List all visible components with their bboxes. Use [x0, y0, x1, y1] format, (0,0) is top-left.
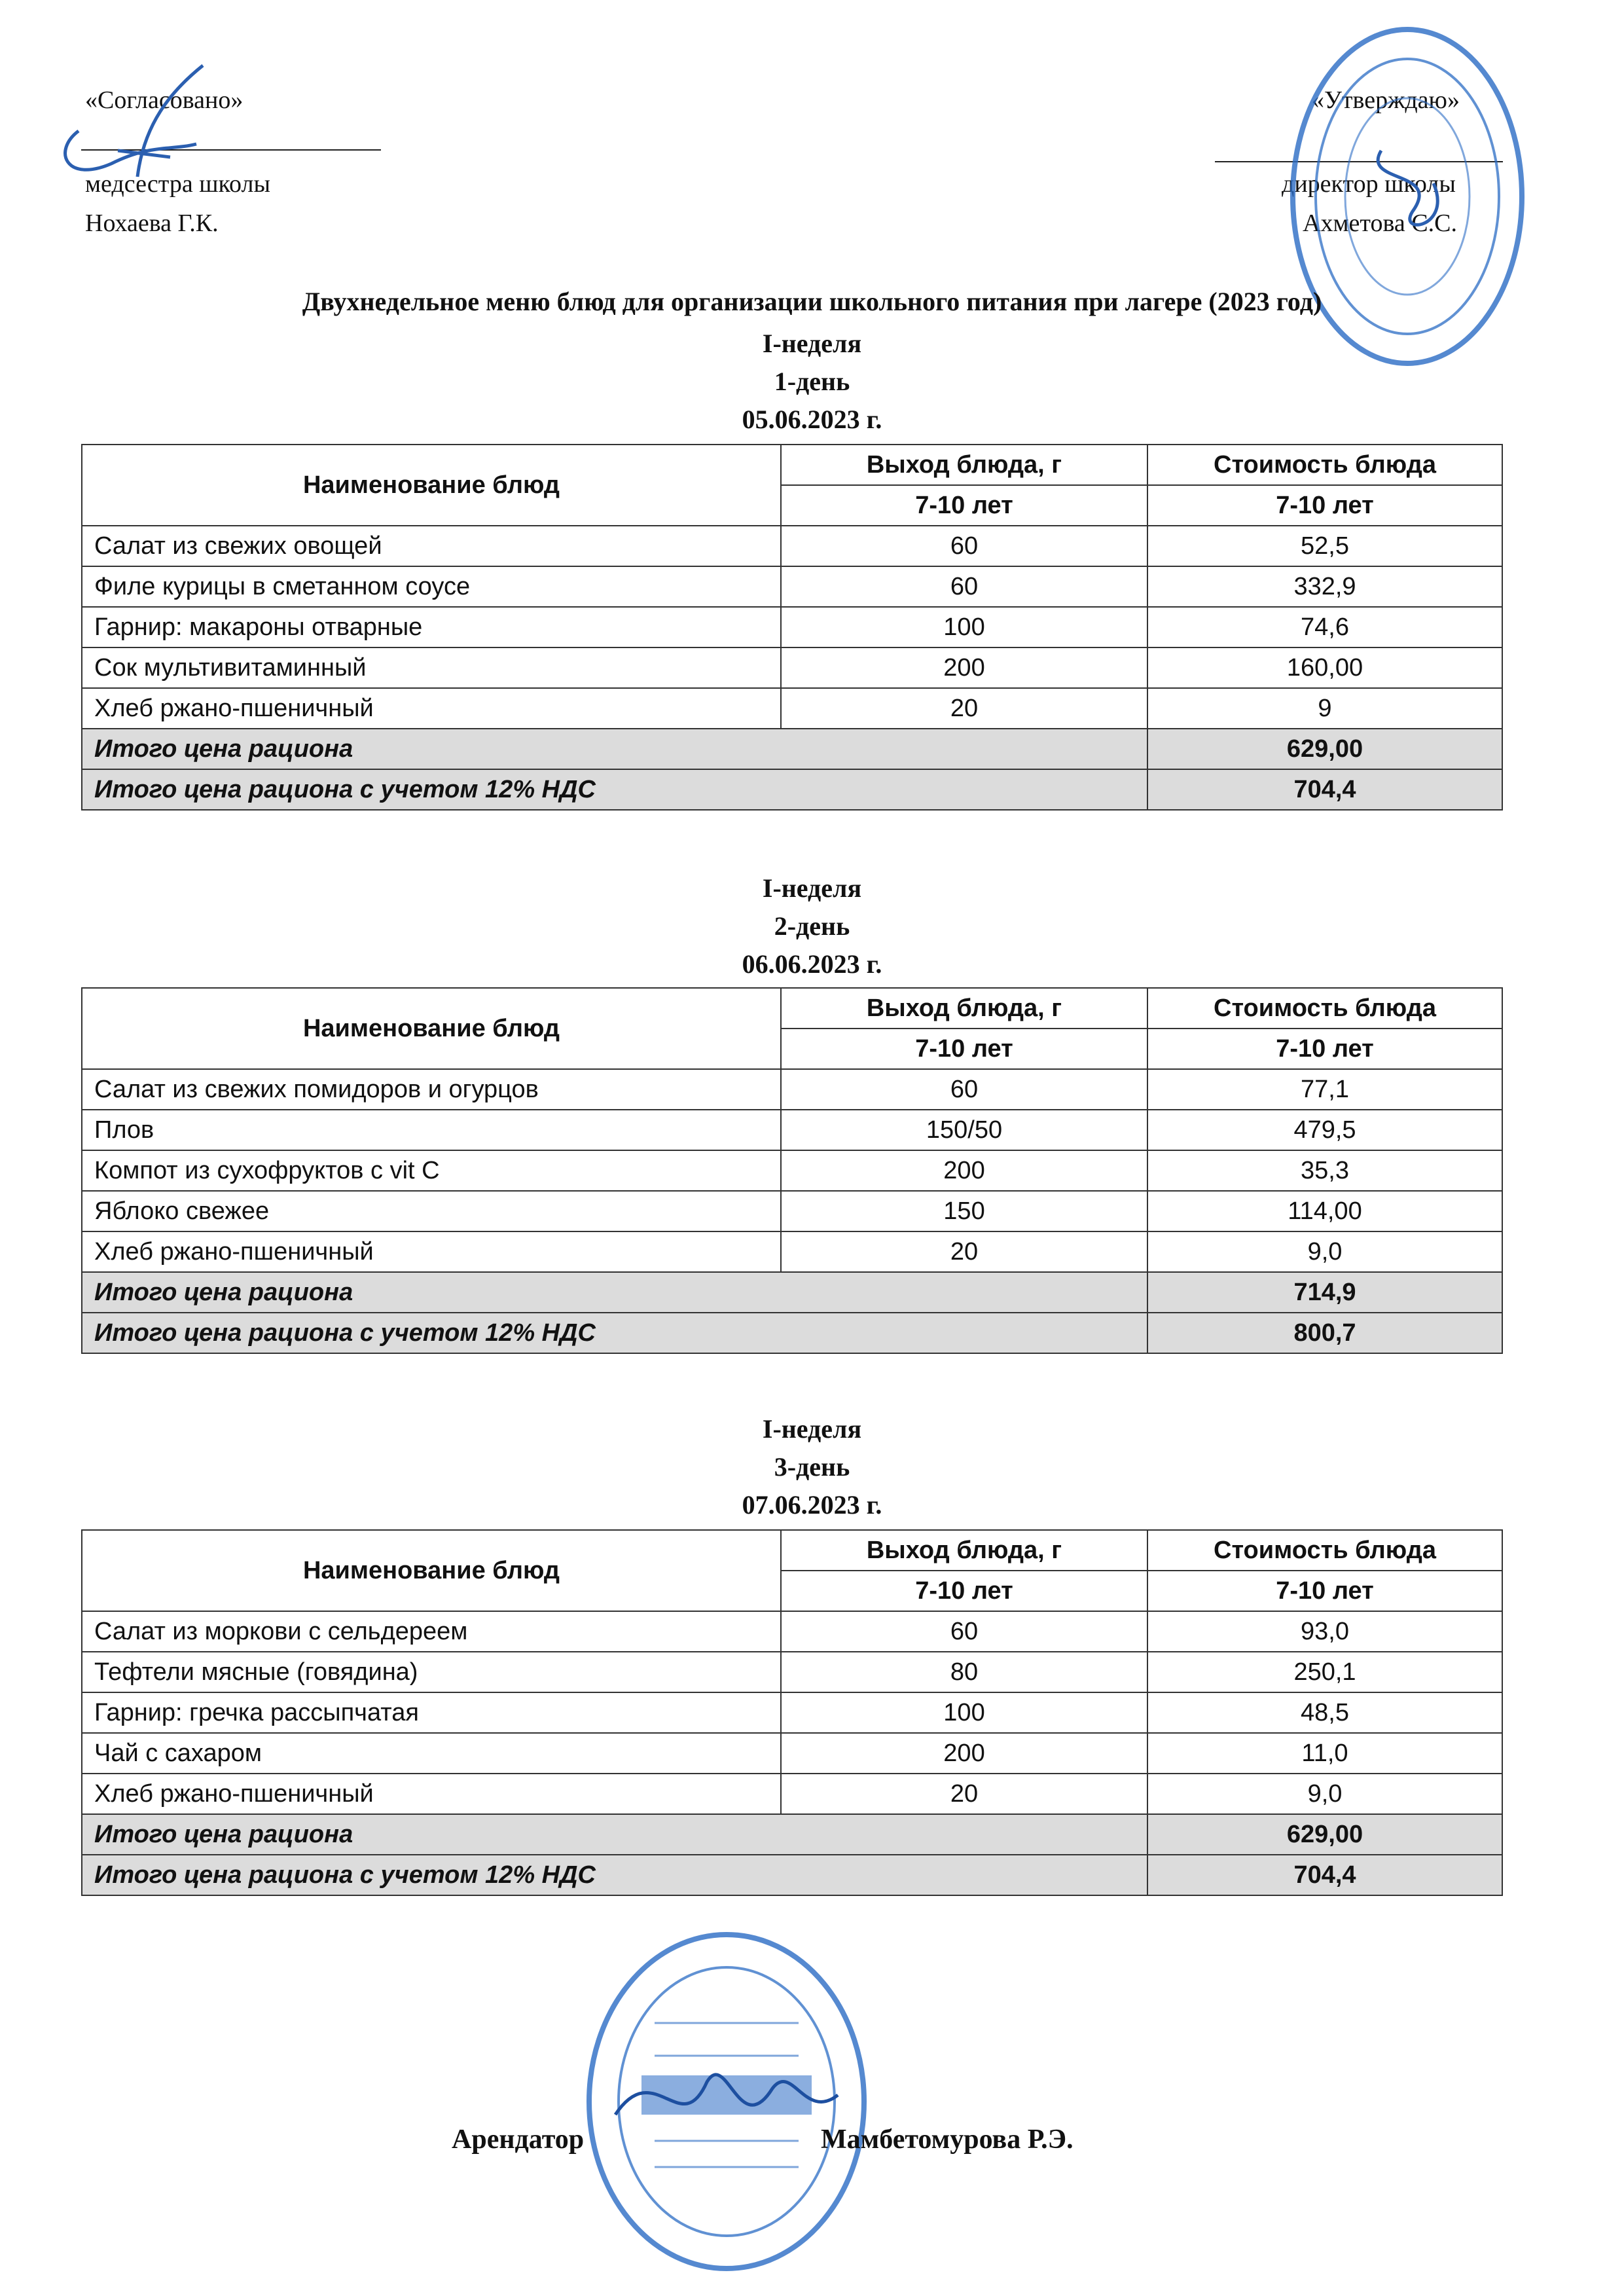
cost-age-header: 7-10 лет: [1147, 485, 1502, 526]
cost-cell: 9,0: [1147, 1231, 1502, 1272]
cost-header: Стоимость блюда: [1147, 988, 1502, 1029]
total-vat-row: [82, 1313, 1502, 1353]
yield-age-header: 7-10 лет: [781, 485, 1147, 526]
day1-date: 05.06.2023 г.: [742, 405, 882, 434]
yield-cell: 200: [781, 647, 1147, 688]
dish-cell: Салат из моркови с сельдереем: [82, 1611, 781, 1652]
total-vat-value: 800,7: [1147, 1313, 1502, 1353]
table-row: [82, 1611, 1502, 1652]
yield-cell: 80: [781, 1652, 1147, 1692]
yield-cell: 60: [781, 566, 1147, 607]
day3-date: 07.06.2023 г.: [742, 1490, 882, 1520]
day3-menu-table: [81, 1529, 1503, 1896]
table-row: [82, 607, 1502, 647]
day3-day: 3-день: [774, 1452, 850, 1482]
dish-cell: Филе курицы в сметанном соусе: [82, 566, 781, 607]
dish-cell: Гарнир: гречка рассыпчатая: [82, 1692, 781, 1733]
yield-cell: 60: [781, 1611, 1147, 1652]
cost-cell: 93,0: [1147, 1611, 1502, 1652]
total-vat-label: Итого цена рациона с учетом 12% НДС: [82, 769, 1147, 810]
yield-cell: 60: [781, 526, 1147, 566]
document-title: Двухнедельное меню блюд для организации школьного питания при лагере (2023 год): [302, 287, 1322, 316]
dish-cell: Гарнир: макароны отварные: [82, 607, 781, 647]
cost-cell: 9,0: [1147, 1774, 1502, 1814]
day1-menu-table: [81, 444, 1503, 811]
day2-date: 06.06.2023 г.: [742, 949, 882, 979]
total-value: 629,00: [1147, 1814, 1502, 1855]
cost-cell: 479,5: [1147, 1110, 1502, 1150]
cost-cell: 35,3: [1147, 1150, 1502, 1191]
yield-age-header: 7-10 лет: [781, 1029, 1147, 1069]
day1-week: I-неделя: [762, 329, 862, 358]
total-row: [82, 1814, 1502, 1855]
cost-cell: 52,5: [1147, 526, 1502, 566]
dish-cell: Плов: [82, 1110, 781, 1150]
total-vat-row: [82, 1855, 1502, 1895]
dish-cell: Хлеб ржано-пшеничный: [82, 688, 781, 729]
entrepreneur-stamp-icon: [576, 1925, 877, 2278]
footer-role: Арендатор: [452, 2124, 585, 2155]
yield-cell: 100: [781, 1692, 1147, 1733]
yield-header: Выход блюда, г: [781, 988, 1147, 1029]
yield-cell: 150: [781, 1191, 1147, 1231]
yield-cell: 20: [781, 1774, 1147, 1814]
dish-cell: Хлеб ржано-пшеничный: [82, 1231, 781, 1272]
total-row: [82, 729, 1502, 769]
table-row: [82, 1692, 1502, 1733]
day2-week: I-неделя: [762, 873, 862, 903]
table-row: [82, 566, 1502, 607]
yield-cell: 60: [781, 1069, 1147, 1110]
approval-right-role: директор школы: [1282, 170, 1456, 198]
table-row: [82, 647, 1502, 688]
yield-cell: 200: [781, 1150, 1147, 1191]
cost-cell: 160,00: [1147, 647, 1502, 688]
yield-cell: 20: [781, 688, 1147, 729]
dish-cell: Яблоко свежее: [82, 1191, 781, 1231]
table-row: [82, 1191, 1502, 1231]
table-row: [82, 526, 1502, 566]
total-value: 629,00: [1147, 729, 1502, 769]
day3-week: I-неделя: [762, 1414, 862, 1444]
total-vat-label: Итого цена рациона с учетом 12% НДС: [82, 1855, 1147, 1895]
dish-header: Наименование блюд: [82, 1530, 781, 1611]
table-row: [82, 1774, 1502, 1814]
total-vat-row: [82, 769, 1502, 810]
dish-header: Наименование блюд: [82, 445, 781, 526]
cost-cell: 250,1: [1147, 1652, 1502, 1692]
dish-cell: Хлеб ржано-пшеничный: [82, 1774, 781, 1814]
cost-cell: 77,1: [1147, 1069, 1502, 1110]
total-row: [82, 1272, 1502, 1313]
yield-age-header: 7-10 лет: [781, 1571, 1147, 1611]
left-signature-icon: [39, 52, 249, 183]
yield-header: Выход блюда, г: [781, 445, 1147, 485]
cost-cell: 74,6: [1147, 607, 1502, 647]
total-label: Итого цена рациона: [82, 1272, 1147, 1313]
approval-right-name: Ахметова С.С.: [1303, 210, 1457, 237]
table-row: [82, 1069, 1502, 1110]
total-label: Итого цена рациона: [82, 1814, 1147, 1855]
cost-header: Стоимость блюда: [1147, 445, 1502, 485]
table-row: [82, 1733, 1502, 1774]
dish-cell: Чай с сахаром: [82, 1733, 781, 1774]
table-row: [82, 1652, 1502, 1692]
approval-left-role: медсестра школы: [85, 170, 270, 198]
yield-cell: 100: [781, 607, 1147, 647]
dish-cell: Сок мультивитаминный: [82, 647, 781, 688]
yield-cell: 200: [781, 1733, 1147, 1774]
cost-age-header: 7-10 лет: [1147, 1571, 1502, 1611]
footer-name: Мамбетомурова Р.Э.: [821, 2124, 1074, 2155]
total-vat-label: Итого цена рациона с учетом 12% НДС: [82, 1313, 1147, 1353]
total-vat-value: 704,4: [1147, 1855, 1502, 1895]
approval-right-label: «Утверждаю»: [1312, 86, 1460, 114]
yield-header: Выход блюда, г: [781, 1530, 1147, 1571]
yield-cell: 150/50: [781, 1110, 1147, 1150]
day2-menu-table: [81, 987, 1503, 1354]
cost-header: Стоимость блюда: [1147, 1530, 1502, 1571]
approval-left-label: «Согласовано»: [85, 86, 244, 114]
cost-cell: 48,5: [1147, 1692, 1502, 1733]
day2-day: 2-день: [774, 911, 850, 941]
day1-day: 1-день: [774, 367, 850, 396]
total-label: Итого цена рациона: [82, 729, 1147, 769]
cost-cell: 11,0: [1147, 1733, 1502, 1774]
dish-cell: Салат из свежих овощей: [82, 526, 781, 566]
cost-age-header: 7-10 лет: [1147, 1029, 1502, 1069]
dish-header: Наименование блюд: [82, 988, 781, 1069]
cost-cell: 114,00: [1147, 1191, 1502, 1231]
dish-cell: Салат из свежих помидоров и огурцов: [82, 1069, 781, 1110]
approval-left-name: Нохаева Г.К.: [85, 210, 219, 237]
table-row: [82, 1110, 1502, 1150]
yield-cell: 20: [781, 1231, 1147, 1272]
cost-cell: 332,9: [1147, 566, 1502, 607]
dish-cell: Тефтели мясные (говядина): [82, 1652, 781, 1692]
table-row: [82, 1231, 1502, 1272]
dish-cell: Компот из сухофруктов с vit C: [82, 1150, 781, 1191]
table-row: [82, 1150, 1502, 1191]
cost-cell: 9: [1147, 688, 1502, 729]
total-vat-value: 704,4: [1147, 769, 1502, 810]
table-row: [82, 688, 1502, 729]
total-value: 714,9: [1147, 1272, 1502, 1313]
